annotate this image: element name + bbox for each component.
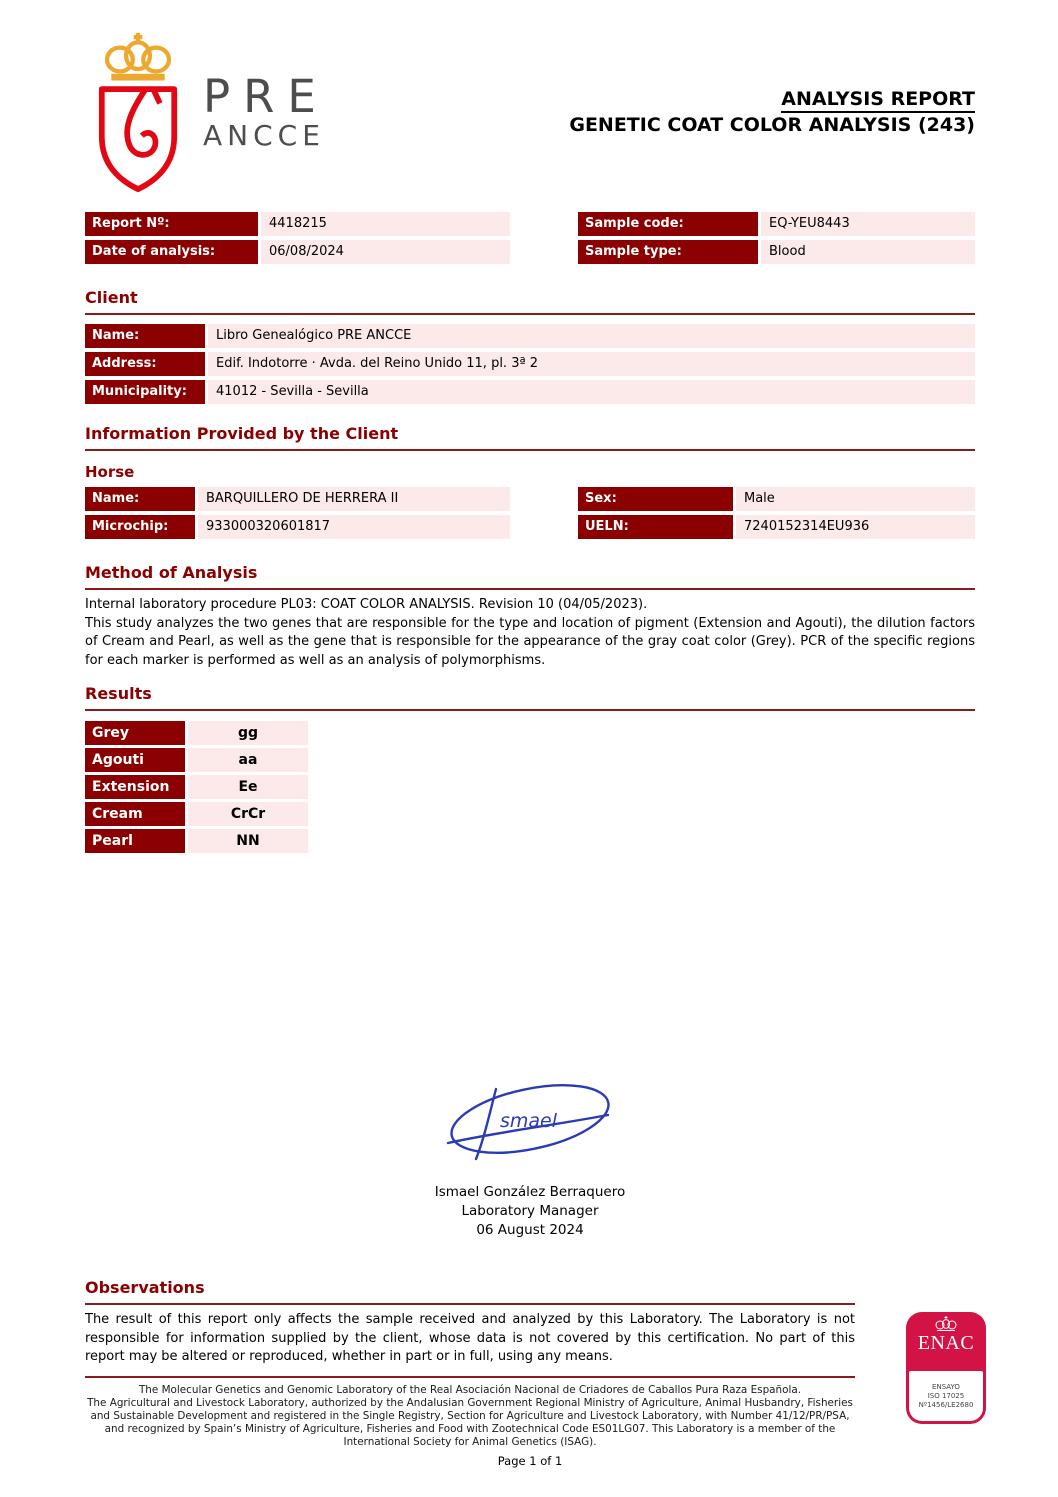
method-rule — [85, 588, 975, 590]
footer-rule — [85, 1376, 855, 1378]
signatory-role: Laboratory Manager — [461, 1203, 599, 1219]
client-address-label: Address: — [85, 352, 205, 376]
horse-name-value: BARQUILLERO DE HERRERA II — [198, 487, 510, 511]
method-text — [85, 596, 975, 670]
marker-extension-label: Extension — [85, 775, 185, 799]
enac-line3: Nº1456/LE2680 — [918, 1400, 974, 1409]
marker-agouti-value: aa — [188, 748, 308, 772]
observations-heading: Observations — [85, 1278, 205, 1297]
client-name-label: Name: — [85, 324, 205, 348]
horse-shield-crown-icon — [85, 30, 191, 192]
horse-sex-label: Sex: — [578, 487, 733, 511]
horse-microchip-value: 933000320601817 — [198, 515, 510, 539]
sample-code-value: EQ-YEU8443 — [761, 212, 975, 236]
horse-microchip-label: Microchip: — [85, 515, 195, 539]
horse-ueln-label: UELN: — [578, 515, 733, 539]
marker-pearl-value: NN — [188, 829, 308, 853]
report-title — [569, 86, 975, 138]
table-row — [85, 487, 510, 511]
table-row — [85, 802, 308, 826]
enac-name: ENAC — [917, 1332, 975, 1354]
table-row — [85, 380, 975, 404]
footer-line1: The Molecular Genetics and Genomic Laboratory of the Real Asociación Nacional de Criadores de Caballos Pura Raza Española. — [138, 1383, 802, 1396]
sample-info-table — [578, 212, 975, 268]
sample-type-label: Sample type: — [578, 240, 758, 264]
horse-heading: Horse — [85, 463, 135, 481]
pre-ancce-logo — [85, 30, 329, 192]
table-row — [85, 748, 308, 772]
client-rule — [85, 313, 975, 315]
report-number-label: Report Nº: — [85, 212, 258, 236]
table-row — [578, 240, 975, 264]
observations-text: The result of this report only affects the sample received and analyzed by this Laboratory. The Laboratory is not responsible for information supplied by the client, whose data is not covered by this certification. No part of this report may be altered or reproduced, whether in part or in full, using any means. — [85, 1312, 855, 1364]
horse-tables — [85, 487, 975, 543]
marker-grey-label: Grey — [85, 721, 185, 745]
method-heading: Method of Analysis — [85, 563, 258, 582]
marker-agouti-label: Agouti — [85, 748, 185, 772]
brand-ancce: ANCCE — [203, 119, 325, 152]
marker-cream-value: CrCr — [188, 802, 308, 826]
horse-name-label: Name: — [85, 487, 195, 511]
sample-code-label: Sample code: — [578, 212, 758, 236]
brand-pre: PRE — [203, 70, 329, 123]
table-row — [85, 721, 308, 745]
enac-accreditation-text — [909, 1371, 983, 1421]
method-line1: Internal laboratory procedure PL03: COAT COLOR ANALYSIS. Revision 10 (04/05/2023). — [85, 597, 648, 612]
enac-accreditation-badge — [906, 1312, 986, 1424]
observations-rule — [85, 1303, 855, 1305]
horse-ueln-value: 7240152314EU936 — [736, 515, 975, 539]
table-row — [85, 515, 510, 539]
method-line2: This study analyzes the two genes that are responsible for the type and location of pigment (Extension and Agouti), the dilution factors of Cream and Pearl, as well as the gene that is responsible for the appearance of the gray coat color (Grey). PCR of the specific regions for each marker is performed as well as an analysis of polymorphisms. — [85, 615, 975, 668]
horse-left-table — [85, 487, 510, 543]
report-number-value: 4418215 — [261, 212, 510, 236]
header — [85, 30, 975, 192]
title-line1: ANALYSIS REPORT — [781, 88, 975, 113]
title-line2: GENETIC COAT COLOR ANALYSIS (243) — [569, 114, 975, 136]
sample-type-value: Blood — [761, 240, 975, 264]
table-row — [85, 324, 975, 348]
client-heading: Client — [85, 288, 138, 307]
horse-right-table — [578, 487, 975, 543]
table-row — [578, 212, 975, 236]
table-row — [578, 515, 975, 539]
client-table — [85, 324, 975, 404]
report-number-table — [85, 212, 510, 268]
results-table — [85, 721, 308, 853]
client-name-value: Libro Genealógico PRE ANCCE — [208, 324, 975, 348]
horse-sex-value: Male — [736, 487, 975, 511]
signature-icon — [430, 1077, 630, 1169]
client-municipality-value: 41012 - Sevilla - Sevilla — [208, 380, 975, 404]
signature-date: 06 August 2024 — [476, 1222, 584, 1238]
table-row — [578, 487, 975, 511]
analysis-date-label: Date of analysis: — [85, 240, 258, 264]
signature-block — [85, 1077, 975, 1240]
marker-pearl-label: Pearl — [85, 829, 185, 853]
table-row — [85, 775, 308, 799]
enac-line1: ENSAYO — [932, 1382, 960, 1391]
footer-text — [85, 1384, 855, 1449]
marker-extension-value: Ee — [188, 775, 308, 799]
signatory-info — [85, 1183, 975, 1240]
info-client-heading: Information Provided by the Client — [85, 424, 399, 443]
client-municipality-label: Municipality: — [85, 380, 205, 404]
table-row — [85, 240, 510, 264]
client-address-value: Edif. Indotorre · Avda. del Reino Unido 11, pl. 3ª 2 — [208, 352, 975, 376]
table-row — [85, 829, 308, 853]
page-number: Page 1 of 1 — [497, 1453, 563, 1468]
info-client-rule — [85, 449, 975, 451]
marker-grey-value: gg — [188, 721, 308, 745]
table-row — [85, 212, 510, 236]
enac-line2: ISO 17025 — [927, 1391, 965, 1400]
brand-text — [203, 70, 329, 192]
svg-text:smael: smael — [500, 1110, 558, 1132]
marker-cream-label: Cream — [85, 802, 185, 826]
results-heading: Results — [85, 684, 152, 703]
report-info-tables — [85, 212, 975, 268]
results-rule — [85, 709, 975, 711]
table-row — [85, 352, 975, 376]
enac-crown-icon — [931, 1316, 961, 1332]
analysis-date-value: 06/08/2024 — [261, 240, 510, 264]
signatory-name: Ismael González Berraquero — [434, 1184, 626, 1200]
footer-line2: The Agricultural and Livestock Laboratory, authorized by the Andalusian Government Regional Ministry of Agriculture, Animal Husbandry, Fisheries and Sustainable Development and registered in the Single Registry, Section for Agriculture and Livestock Laboratory, with Number 41/12/PR/PSA, and recognized by Spain’s Ministry of Agriculture, Fisheries and Food with Zootechnical Code ES01LG07. This Laboratory is a member of the International Society for Animal Genetics (ISAG). — [87, 1396, 853, 1448]
enac-top — [906, 1312, 986, 1370]
